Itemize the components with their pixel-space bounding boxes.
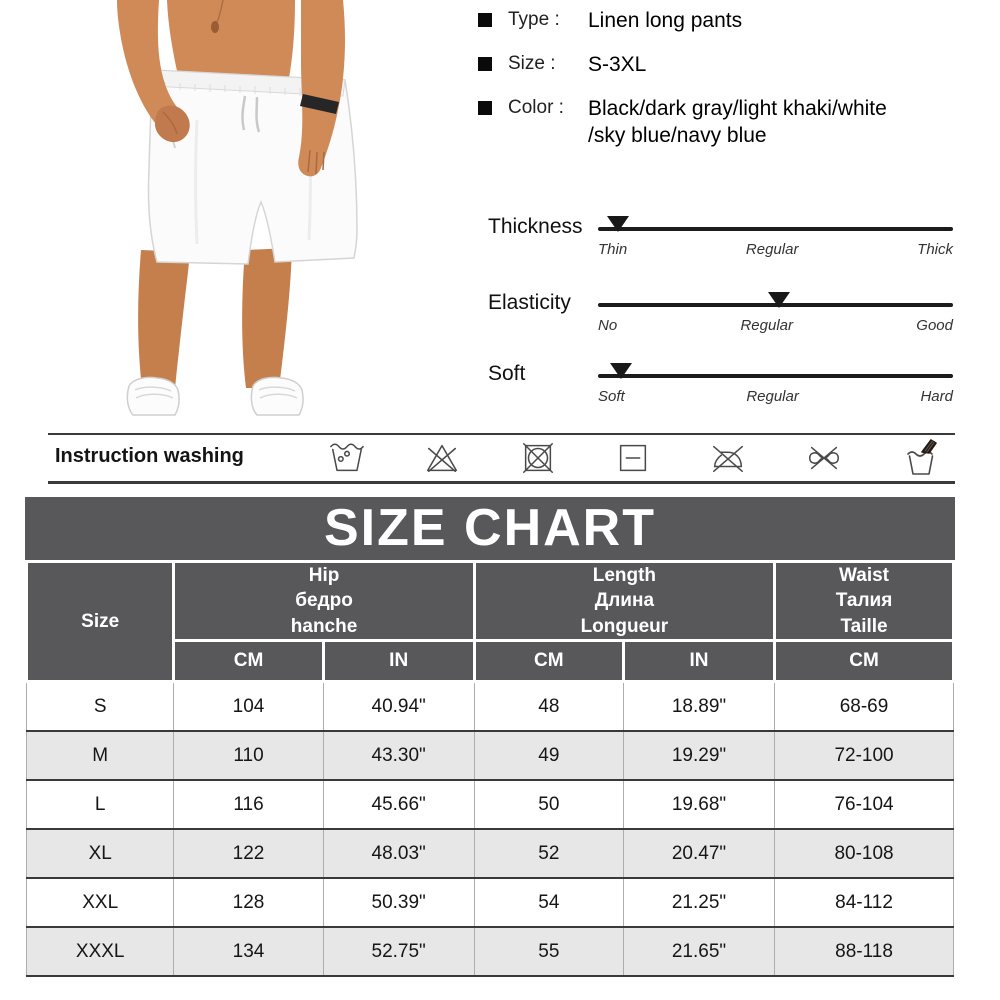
spec-value: Linen long pants: [588, 9, 743, 32]
table-cell: 43.30": [323, 731, 474, 780]
do-not-wring-icon: [805, 439, 843, 477]
scale-label-middle: Regular: [745, 241, 799, 258]
elasticity-slider: [488, 283, 988, 353]
size-cell: XL: [27, 829, 174, 878]
spec-color: [478, 96, 993, 150]
slider-scale-labels: [598, 317, 953, 334]
dry-flat-icon: [614, 439, 652, 477]
scale-label-right: Thick: [917, 241, 953, 258]
size-chart: [25, 497, 955, 977]
table-cell: 49: [474, 731, 623, 780]
table-cell: 104: [174, 682, 323, 732]
spec-type: [478, 8, 993, 35]
size-cell: M: [27, 731, 174, 780]
slider-name: Soft: [488, 362, 526, 385]
slider-line: [598, 374, 953, 378]
table-row: [27, 731, 954, 780]
table-cell: 40.94": [323, 682, 474, 732]
table-cell: 134: [174, 927, 323, 976]
waist-header: Waist Талия Taille: [775, 562, 954, 641]
spec-size: [478, 52, 993, 79]
unit-header: CM: [174, 641, 323, 682]
bullet-square-icon: [478, 13, 492, 27]
table-cell: 48: [474, 682, 623, 732]
size-chart-table: [25, 560, 955, 977]
table-cell: 80-108: [775, 829, 954, 878]
size-cell: XXL: [27, 878, 174, 927]
do-not-iron-icon: [709, 439, 747, 477]
table-cell: 88-118: [775, 927, 954, 976]
slider-marker-icon: [610, 363, 632, 379]
do-not-bleach-icon: [423, 439, 461, 477]
slider-name: Thickness: [488, 215, 583, 238]
product-photo: [105, 0, 465, 430]
spec-value-line2: /sky blue/navy blue: [588, 123, 767, 147]
table-cell: 21.25": [623, 878, 774, 927]
spec-label: Size :: [508, 52, 556, 74]
hip-header: Hip бедро hanche: [174, 562, 474, 641]
size-cell: XXXL: [27, 927, 174, 976]
size-cell: S: [27, 682, 174, 732]
bullet-square-icon: [478, 101, 492, 115]
spec-value: [588, 96, 993, 150]
table-cell: 55: [474, 927, 623, 976]
length-header: Length Длина Longueur: [474, 562, 774, 641]
slider-scale-labels: [598, 241, 953, 258]
scale-label-right: Good: [916, 317, 953, 334]
bullet-square-icon: [478, 57, 492, 71]
table-cell: 110: [174, 731, 323, 780]
scale-label-middle: Regular: [746, 388, 799, 405]
size-chart-title: SIZE CHART: [25, 497, 955, 560]
table-cell: 19.68": [623, 780, 774, 829]
product-specs: [478, 8, 993, 167]
table-cell: 52.75": [323, 927, 474, 976]
scale-label-middle: Regular: [740, 317, 793, 334]
slider-marker-icon: [768, 292, 790, 308]
table-row: [27, 878, 954, 927]
corner-header: Size: [27, 562, 174, 682]
do-not-tumble-dry-icon: [519, 439, 557, 477]
scale-label-left: Soft: [598, 388, 625, 405]
table-cell: 72-100: [775, 731, 954, 780]
table-cell: 18.89": [623, 682, 774, 732]
soft-slider: [488, 354, 988, 424]
machine-wash-icon: [328, 439, 366, 477]
table-cell: 54: [474, 878, 623, 927]
spec-label: Type :: [508, 9, 560, 30]
table-row: [27, 780, 954, 829]
slider-line: [598, 227, 953, 231]
thickness-slider: [488, 207, 988, 277]
table-row: [27, 682, 954, 732]
scale-label-right: Hard: [920, 388, 953, 405]
table-cell: 48.03": [323, 829, 474, 878]
spec-value: S-3XL: [588, 52, 647, 76]
table-cell: 21.65": [623, 927, 774, 976]
washing-label: Instruction washing: [55, 445, 244, 467]
table-cell: 68-69: [775, 682, 954, 732]
table-cell: 50.39": [323, 878, 474, 927]
table-row: [27, 829, 954, 878]
table-cell: 122: [174, 829, 323, 878]
size-cell: L: [27, 780, 174, 829]
table-cell: 50: [474, 780, 623, 829]
scale-label-left: No: [598, 317, 618, 334]
table-cell: 128: [174, 878, 323, 927]
unit-header: IN: [623, 641, 774, 682]
table-cell: 20.47": [623, 829, 774, 878]
table-cell: 76-104: [775, 780, 954, 829]
table-cell: 116: [174, 780, 323, 829]
slider-name: Elasticity: [488, 291, 571, 314]
unit-header: IN: [323, 641, 474, 682]
slider-scale-labels: [598, 388, 953, 405]
spec-label: Color :: [508, 96, 564, 118]
washing-instructions: [48, 433, 955, 484]
slider-marker-icon: [607, 216, 629, 232]
hand-wash-icon: [900, 438, 940, 478]
unit-header: CM: [775, 641, 954, 682]
spec-value-line1: Black/dark gray/light khaki/white: [588, 96, 887, 120]
table-cell: 52: [474, 829, 623, 878]
table-cell: 45.66": [323, 780, 474, 829]
table-cell: 84-112: [775, 878, 954, 927]
washing-icons: [328, 435, 940, 481]
table-cell: 19.29": [623, 731, 774, 780]
unit-header: CM: [474, 641, 623, 682]
table-row: [27, 927, 954, 976]
model-illustration: [105, 0, 465, 430]
scale-label-left: Thin: [598, 241, 628, 258]
